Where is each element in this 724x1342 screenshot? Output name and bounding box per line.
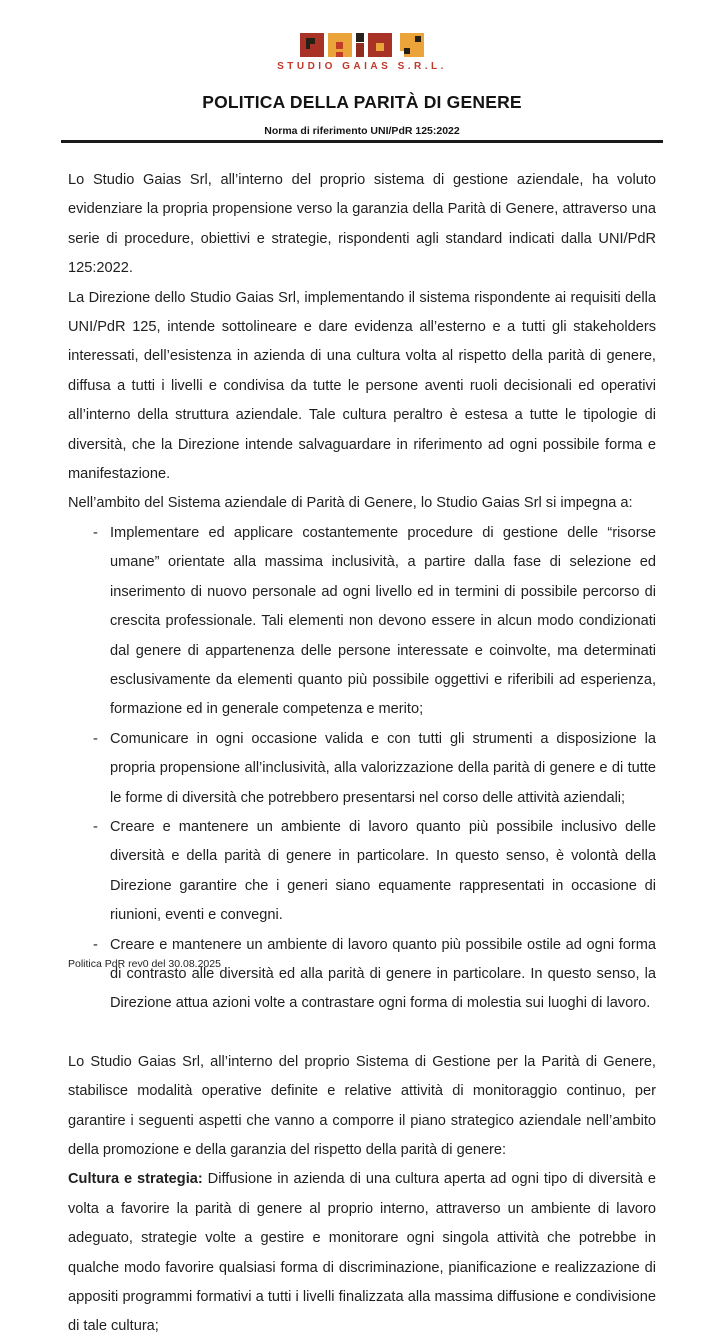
list-item-text: Creare e mantenere un ambiente di lavoro quanto più possibile ostile ad ogni forma di contrasto alle diversità ed alla parità di genere in particolare. In questo senso, la Direzione attua azioni volte a contrastare ogni forma di molestia sui luoghi di lavoro.: [110, 936, 656, 1012]
header-divider: [61, 140, 663, 143]
logo-letter-i-icon: [356, 33, 364, 57]
list-item: [68, 813, 656, 931]
company-name: STUDIO GAIAS S.R.L.: [277, 61, 447, 72]
list-item-text: Creare e mantenere un ambiente di lavoro quanto più possibile inclusivo delle diversità e della parità di genere in particolare. In questo senso, è volontà della Direzione garantire che i generi siano equamente rappresentati in occasione di riunioni, eventi e convegni.: [110, 818, 656, 924]
footer-revision-note: Politica PdR rev0 del 30.08.2025: [68, 958, 221, 970]
list-item: [68, 931, 656, 1019]
logo-letter-a2-icon: [368, 33, 392, 57]
bullet-dash-icon: -: [93, 730, 98, 747]
bullet-dash-icon: -: [93, 818, 98, 835]
list-item: [68, 725, 656, 813]
logo-letter-g-icon: [300, 33, 324, 57]
paragraph-sistema-gestione: Lo Studio Gaias Srl, all’interno del proprio Sistema di Gestione per la Parità di Genere, stabilisce modalità operative definite e relative attività di monitoraggio continuo, per garantire i seguenti aspetti che vanno a comporre il piano strategico aziendale nell’ambito della promozione e della garanzia del rispetto della parità di genere:: [68, 1053, 656, 1158]
paragraph-intro: Lo Studio Gaias Srl, all’interno del proprio sistema di gestione aziendale, ha voluto evidenziare la propria propensione verso la garanzia della Parità di Genere, attraverso una serie di procedure, obiettivi e strategie, rispondenti agli standard indicati dalla UNI/PdR 125:2022.: [68, 172, 656, 277]
logo-letter-a1-icon: [328, 33, 352, 57]
bullet-dash-icon: -: [93, 936, 98, 953]
bullet-dash-icon: -: [93, 524, 98, 541]
document-body: [68, 166, 656, 1342]
list-item: [68, 519, 656, 725]
paragraph-impegno-lead: Nell’ambito del Sistema aziendale di Parità di Genere, lo Studio Gaias Srl si impegna a:: [68, 495, 633, 512]
logo-blocks-icon: [0, 33, 724, 58]
cultura-strategia-label: Cultura e strategia:: [68, 1171, 203, 1188]
logo-letter-s-icon: [400, 33, 424, 57]
list-item-text: Implementare ed applicare costantemente procedure di gestione delle “risorse umane” orientate alla massima inclusività, a partire dalla fase di selezione ed inserimento di nuovo personale ad ogni livello ed in termini di possibile percorso di crescita professionale. Tali elementi non devono essere in alcun modo condizionati dal genere di appartenenza delle persone interessate e coinvolte, ma determinati esclusivamente da elementi quanto più possibile oggettivi e riferibili ad esperienza, formazione ed in generale competenza e merito;: [110, 524, 656, 718]
cultura-strategia-text: Diffusione in azienda di una cultura aperta ad ogni tipo di diversità e volta a favorire la parità di genere al proprio interno, attraverso un ambiente di lavoro adeguato, strategie volte a gestire e monitorare ogni singola attività che potrebbe in qualche modo favorire qualsiasi forma di discriminazione, pianificazione e realizzazione di appositi programmi formativi a tutti i livelli finalizzata alla massima diffusione e condivisione di tale cultura;: [68, 1171, 656, 1335]
page-subtitle: Norma di riferimento UNI/PdR 125:2022: [264, 125, 460, 137]
page-title: POLITICA DELLA PARITÀ DI GENERE: [202, 92, 522, 112]
company-logo: [0, 33, 724, 72]
paragraph-cultura-strategia: [68, 1165, 656, 1341]
list-item-text: Comunicare in ogni occasione valida e con tutti gli strumenti a disposizione la propria propensione all’inclusività, alla valorizzazione della parità di genere e di tutte le forme di diversità che potrebbero presentarsi nel corso delle attività aziendali;: [110, 730, 656, 806]
paragraph-direzione: La Direzione dello Studio Gaias Srl, implementando il sistema rispondente ai requisiti della UNI/PdR 125, intende sottolineare e dare evidenza all’esterno e a tutti gli stakeholders interessati, dell’esistenza in azienda di una cultura volta al rispetto della parità di genere, diffusa a tutti i livelli e condivisa da tutte le persone aventi ruoli decisionali ed operativi all’interno della struttura aziendale. Tale cultura peraltro è estesa a tutte le tipologie di diversità, che la Direzione intende salvaguardare in riferimento ad ogni possibile forma e manifestazione.: [68, 289, 656, 483]
